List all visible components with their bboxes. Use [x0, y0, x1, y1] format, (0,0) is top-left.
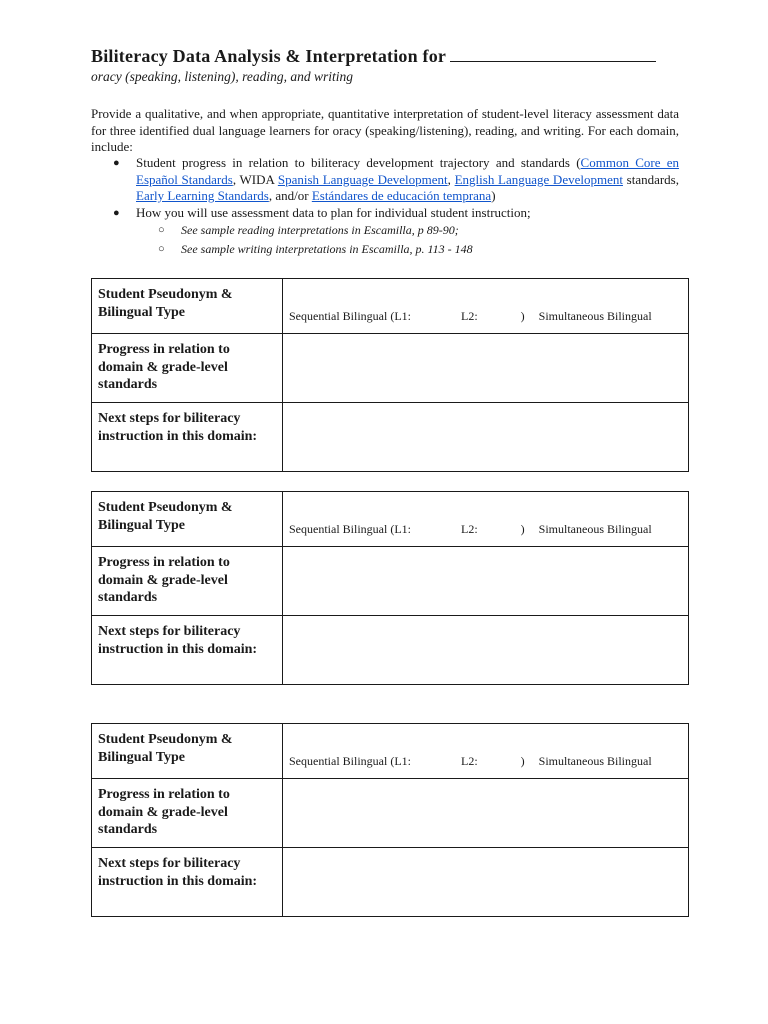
- student-record-table-2: [91, 491, 689, 685]
- next-steps-input-cell[interactable]: [283, 403, 689, 472]
- bilingual-type-cell[interactable]: Sequential Bilingual (L1: L2: ) Simultaneous Bilingual: [283, 492, 689, 547]
- page-title: [91, 46, 691, 67]
- progress-input-cell[interactable]: [283, 334, 689, 403]
- progress-input-cell[interactable]: [283, 779, 689, 848]
- progress-row: [92, 547, 689, 616]
- next-steps-label: Next steps for biliteracy instruction in this domain:: [92, 403, 283, 472]
- progress-row: [92, 334, 689, 403]
- next-steps-input-cell[interactable]: [283, 848, 689, 917]
- pseudonym-label: Student Pseudonym & Bilingual Type: [92, 279, 283, 334]
- link-spanish-language-development[interactable]: Spanish Language Development: [277, 171, 448, 187]
- next-steps-row: [92, 403, 689, 472]
- progress-label: Progress in relation to domain & grade-level standards: [92, 779, 283, 848]
- pseudonym-label: Student Pseudonym & Bilingual Type: [92, 724, 283, 779]
- bullet-ring-icon: ○: [158, 243, 165, 255]
- student-record-table-1: [91, 278, 689, 472]
- pseudonym-row: [92, 724, 689, 779]
- progress-label: Progress in relation to domain & grade-level standards: [92, 547, 283, 616]
- link-estandares-educacion-temprana[interactable]: Estándares de educación temprana: [311, 188, 492, 203]
- link-english-language-development[interactable]: English Language Development: [454, 171, 623, 187]
- bullet-list: [113, 155, 679, 259]
- pseudonym-row: [92, 492, 689, 547]
- progress-row: [92, 779, 689, 848]
- link-common-core-espanol[interactable]: Common Core en Español Standards: [136, 155, 680, 187]
- title-blank-line: [450, 47, 656, 62]
- pseudonym-label: Student Pseudonym & Bilingual Type: [92, 492, 283, 547]
- pseudonym-row: [92, 279, 689, 334]
- bullet-item-progress: ● Student progress in relation to biliteracy development trajectory and standards (Common Core en Español Standards, WIDA Spanish Language Development, English Language Development standards, Early Learning Standards, and/or Estándares de educación temprana): [113, 155, 680, 203]
- next-steps-row: [92, 848, 689, 917]
- progress-input-cell[interactable]: [283, 547, 689, 616]
- title-text: Biliteracy Data Analysis & Interpretation for: [91, 46, 447, 66]
- student-record-table-3: [91, 723, 689, 917]
- progress-label: Progress in relation to domain & grade-level standards: [92, 334, 283, 403]
- bilingual-type-cell[interactable]: Sequential Bilingual (L1: L2: ) Simultaneous Bilingual: [283, 279, 689, 334]
- sub-bullet-writing: ○ See sample writing interpretations in Escamilla, p. 113 - 148: [158, 240, 679, 259]
- bullet-dot-icon: ●: [113, 157, 120, 169]
- bilingual-type-cell[interactable]: Sequential Bilingual (L1: L2: ) Simultaneous Bilingual: [283, 724, 689, 779]
- bullet-dot-icon: ●: [113, 206, 120, 219]
- next-steps-label: Next steps for biliteracy instruction in this domain:: [92, 848, 283, 917]
- bullet-item-instruction: ● How you will use assessment data to plan for individual student instruction;: [113, 204, 531, 220]
- bullet-ring-icon: ○: [158, 224, 165, 236]
- page-subtitle: oracy (speaking, listening), reading, and writing: [91, 69, 353, 84]
- link-early-learning-standards[interactable]: Early Learning Standards: [136, 188, 269, 203]
- intro-paragraph: Provide a qualitative, and when appropriate, quantitative interpretation of student-level literacy assessment data for three identified dual language learners for oracy (speaking/listening), reading, and writing. For each domain, include:: [91, 106, 679, 154]
- next-steps-input-cell[interactable]: [283, 616, 689, 685]
- next-steps-row: [92, 616, 689, 685]
- next-steps-label: Next steps for biliteracy instruction in this domain:: [92, 616, 283, 685]
- sub-bullet-reading: ○ See sample reading interpretations in Escamilla, p 89-90;: [158, 221, 679, 240]
